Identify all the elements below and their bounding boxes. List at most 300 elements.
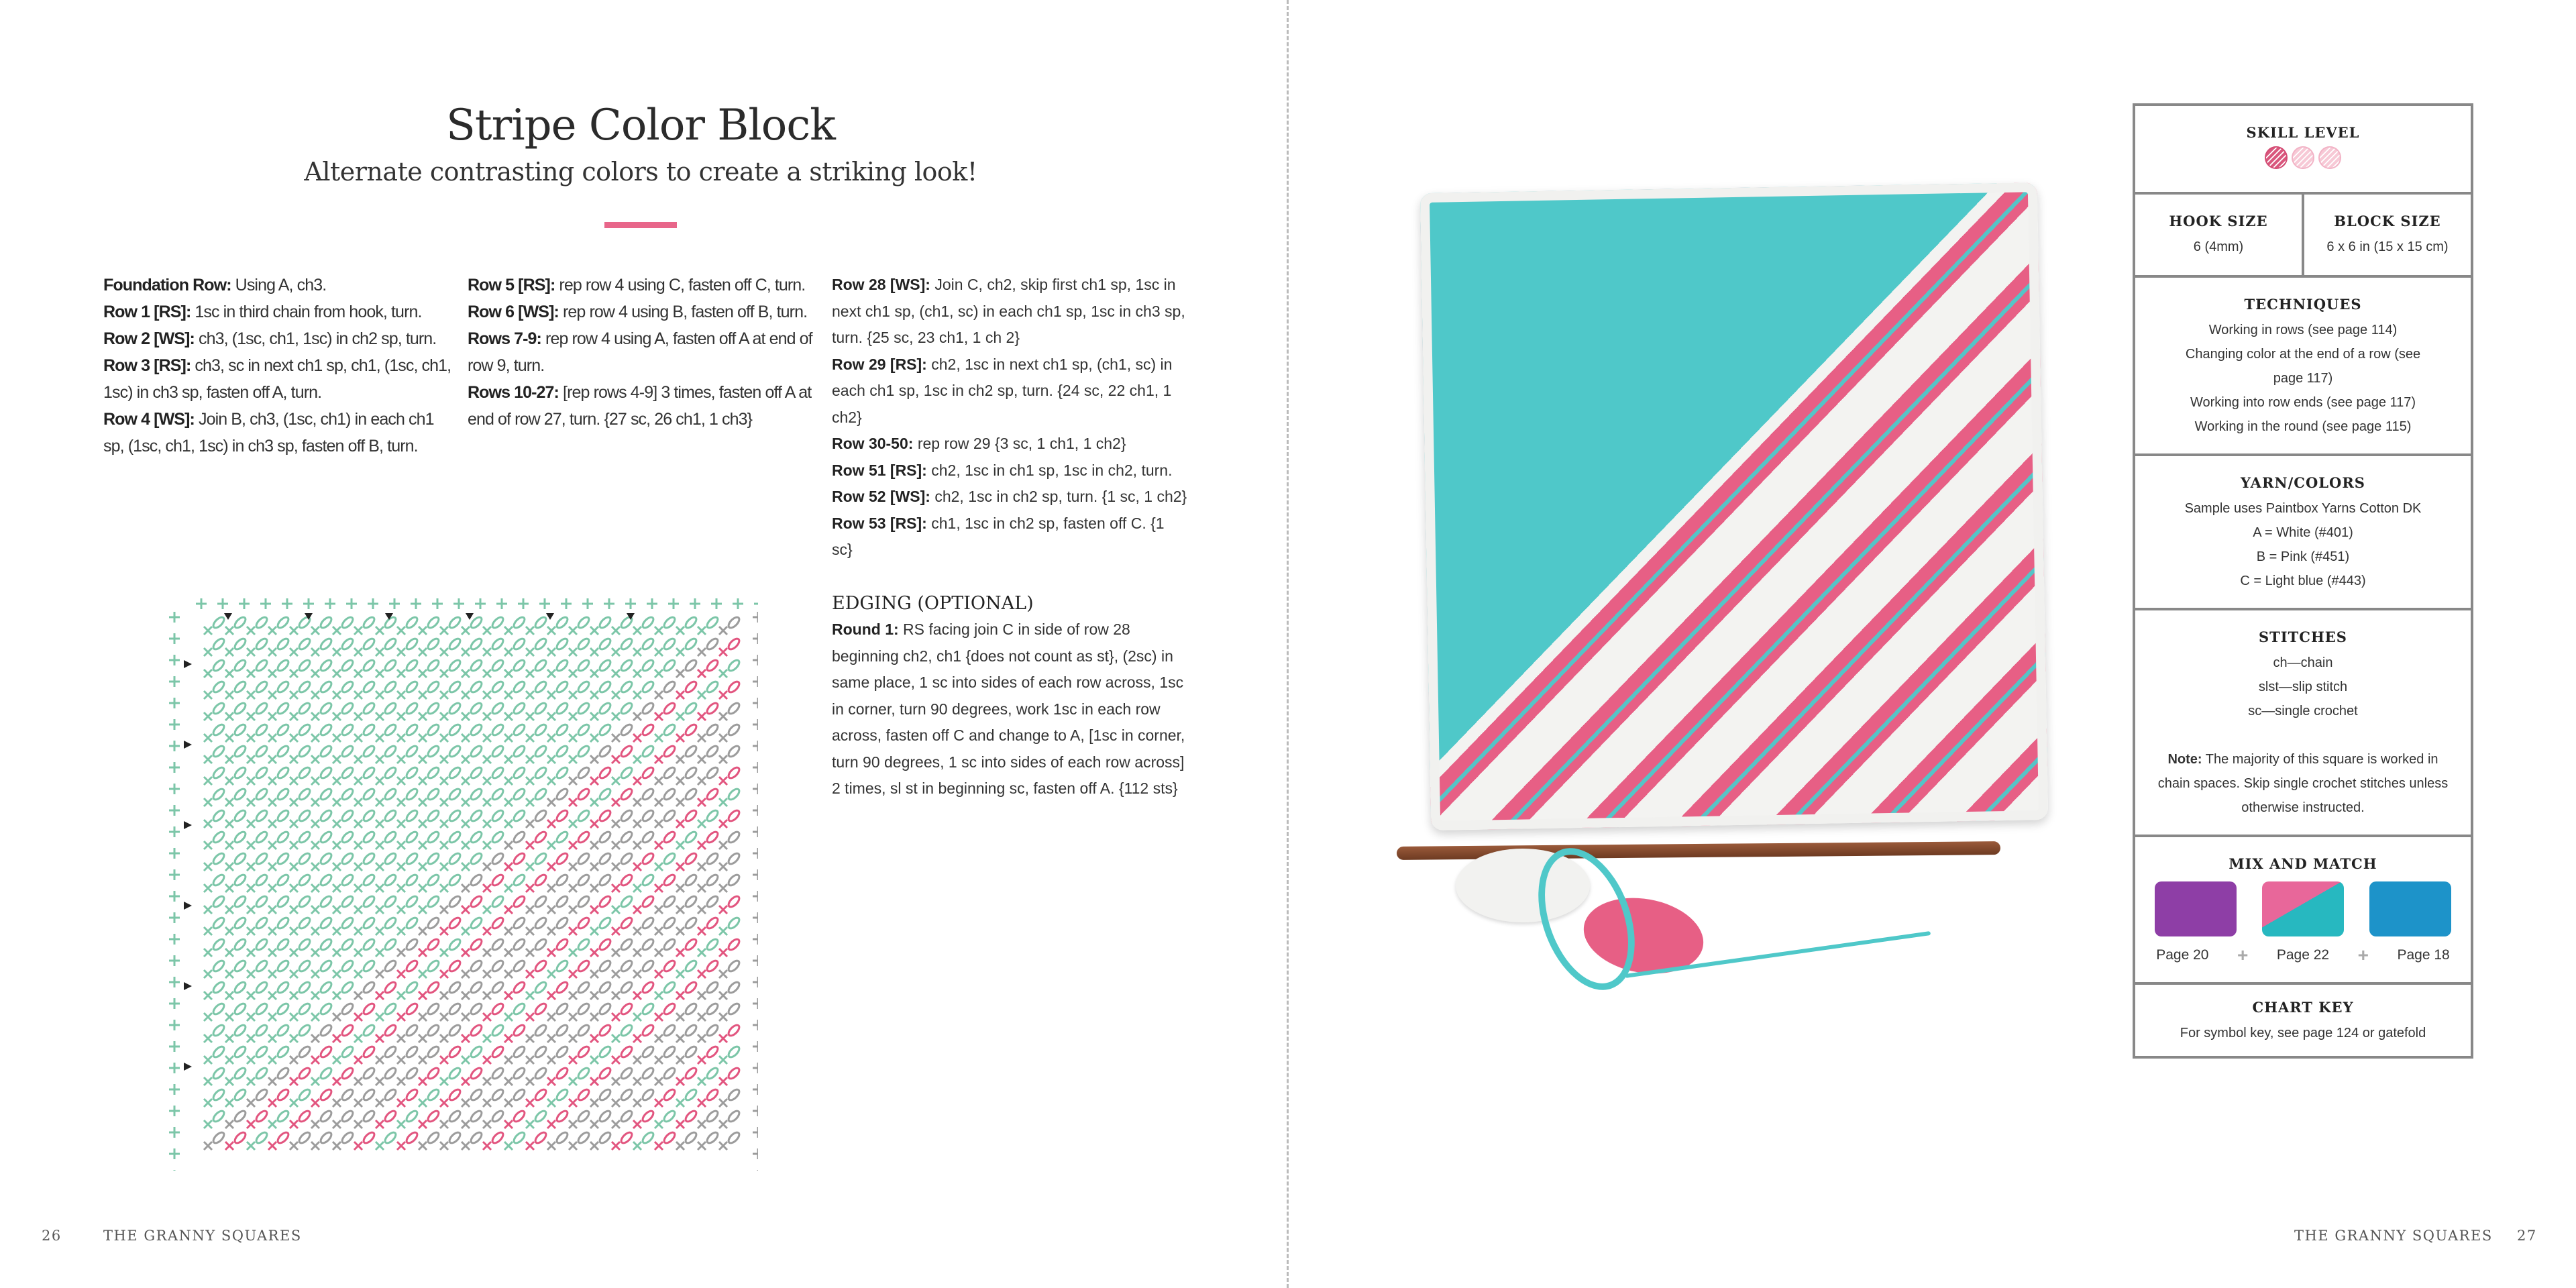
sc-symbol <box>354 949 362 957</box>
row-label: Row 52 [WS]: <box>832 488 930 505</box>
sc-symbol <box>419 691 427 699</box>
chain-symbol <box>641 937 655 951</box>
chain-symbol <box>490 680 504 694</box>
chain-symbol <box>362 1044 376 1059</box>
chain-symbol <box>211 1130 225 1144</box>
chain-symbol <box>619 830 633 844</box>
chain-symbol <box>469 1130 483 1144</box>
sc-symbol <box>612 798 620 806</box>
chart-key-section <box>2135 982 2471 1056</box>
instruction-row <box>103 406 452 460</box>
yarn-item: Sample uses Paintbox Yarns Cotton DK <box>2184 501 2422 516</box>
sc-symbol <box>655 970 663 978</box>
chain-symbol <box>319 1066 333 1080</box>
chain-symbol <box>684 1109 698 1123</box>
sc-symbol <box>204 712 212 720</box>
chain-symbol <box>319 916 333 930</box>
sc-symbol <box>419 669 427 678</box>
sc-symbol <box>290 1077 298 1085</box>
chain-symbol <box>319 959 333 973</box>
sc-symbol <box>204 970 212 978</box>
sc-symbol <box>290 1034 298 1042</box>
chain-symbol <box>533 1002 547 1016</box>
sc-symbol <box>698 949 706 957</box>
chain-symbol <box>684 1044 698 1059</box>
chain-symbol <box>362 830 376 844</box>
chain-symbol <box>447 1087 462 1102</box>
sc-symbol <box>698 734 706 742</box>
sc-symbol <box>547 1120 555 1128</box>
edging-sc-symbol <box>169 891 180 902</box>
sc-symbol <box>290 991 298 1000</box>
chain-symbol <box>684 937 698 951</box>
sc-symbol <box>247 863 255 871</box>
chain-symbol <box>383 637 397 651</box>
sc-symbol <box>290 820 298 828</box>
chain-symbol <box>662 680 676 694</box>
chain-symbol <box>598 916 612 930</box>
chain-symbol <box>727 1087 741 1102</box>
chain-symbol <box>619 808 633 822</box>
chain-symbol <box>254 615 268 629</box>
chain-symbol <box>254 830 268 844</box>
edging-sc-symbol <box>753 676 758 687</box>
chain-symbol <box>641 894 655 908</box>
sc-symbol <box>247 1034 255 1042</box>
chain-symbol <box>211 765 225 780</box>
instruction-row <box>832 511 1187 564</box>
sc-symbol <box>569 1142 577 1150</box>
sc-symbol <box>655 927 663 935</box>
chain-symbol <box>705 1002 719 1016</box>
chain-symbol <box>254 744 268 758</box>
chain-symbol <box>727 959 741 973</box>
row-text: ch3, (1sc, ch1, 1sc) in ch2 sp, turn. <box>194 329 437 348</box>
chain-symbol <box>512 830 526 844</box>
sc-symbol <box>590 1120 598 1128</box>
chain-symbol <box>254 873 268 887</box>
sc-symbol <box>462 1034 470 1042</box>
sc-symbol <box>247 691 255 699</box>
chain-symbol <box>297 680 311 694</box>
chain-symbol <box>319 851 333 865</box>
sc-symbol <box>526 1099 534 1107</box>
chain-symbol <box>383 937 397 951</box>
sc-symbol <box>612 927 620 935</box>
chain-symbol <box>598 980 612 994</box>
chain-symbol <box>319 830 333 844</box>
sc-symbol <box>612 1099 620 1107</box>
hook-size-heading: HOOK SIZE <box>2169 213 2268 229</box>
sc-symbol <box>483 841 491 849</box>
chain-symbol <box>340 658 354 672</box>
sc-symbol <box>483 777 491 785</box>
sc-symbol <box>504 906 513 914</box>
sc-symbol <box>547 734 555 742</box>
chain-symbol <box>211 744 225 758</box>
chain-symbol <box>383 916 397 930</box>
sc-symbol <box>311 777 319 785</box>
sc-symbol <box>612 906 620 914</box>
instruction-row <box>832 458 1187 484</box>
chain-symbol <box>447 1002 462 1016</box>
chain-symbol <box>490 701 504 715</box>
sc-symbol <box>247 906 255 914</box>
edging-sc-symbol <box>169 1041 180 1052</box>
sc-symbol <box>225 820 233 828</box>
chain-symbol <box>297 894 311 908</box>
sc-symbol <box>462 863 470 871</box>
chain-symbol <box>469 873 483 887</box>
sc-symbol <box>569 1013 577 1021</box>
chain-symbol <box>727 830 741 844</box>
chain-symbol <box>576 722 590 737</box>
sc-symbol <box>676 734 684 742</box>
sc-symbol <box>204 1077 212 1085</box>
sc-symbol <box>655 820 663 828</box>
sc-symbol <box>504 1077 513 1085</box>
chain-symbol <box>276 765 290 780</box>
stitch-item: sc—single crochet <box>2248 704 2358 718</box>
edging-sc-symbol <box>169 977 180 987</box>
sc-symbol <box>376 841 384 849</box>
edging-sc-symbol <box>196 598 207 609</box>
sc-symbol <box>547 1077 555 1085</box>
sc-symbol <box>333 927 341 935</box>
sc-symbol <box>440 777 448 785</box>
edging-sc-symbol <box>169 912 180 923</box>
sc-symbol <box>333 991 341 1000</box>
chain-symbol <box>598 894 612 908</box>
sc-symbol <box>633 1099 641 1107</box>
sc-symbol <box>204 991 212 1000</box>
chain-symbol <box>447 959 462 973</box>
sc-symbol <box>376 691 384 699</box>
accent-divider <box>604 222 677 228</box>
sc-symbol <box>504 798 513 806</box>
chain-symbol <box>576 1044 590 1059</box>
sc-symbol <box>462 1077 470 1085</box>
edging-sc-symbol <box>169 719 180 730</box>
edging-sc-symbol <box>475 598 486 609</box>
chain-symbol <box>533 765 547 780</box>
sc-symbol <box>440 1099 448 1107</box>
sc-symbol <box>483 906 491 914</box>
chain-symbol <box>512 1109 526 1123</box>
chain-symbol <box>684 722 698 737</box>
sc-symbol <box>247 970 255 978</box>
chain-symbol <box>490 1023 504 1037</box>
chain-symbol <box>576 916 590 930</box>
sc-symbol <box>376 949 384 957</box>
chain-symbol <box>426 637 440 651</box>
sc-symbol <box>419 927 427 935</box>
sc-symbol <box>698 669 706 678</box>
chain-symbol <box>405 937 419 951</box>
sc-symbol <box>655 841 663 849</box>
sc-symbol <box>719 970 727 978</box>
sc-symbol <box>676 927 684 935</box>
sc-symbol <box>633 627 641 635</box>
chain-symbol <box>426 959 440 973</box>
chain-symbol <box>555 1023 569 1037</box>
chain-symbol <box>233 744 247 758</box>
sc-symbol <box>247 627 255 635</box>
chain-symbol <box>641 959 655 973</box>
sc-symbol <box>333 1034 341 1042</box>
sc-symbol <box>376 820 384 828</box>
chain-symbol <box>319 765 333 780</box>
chain-symbol <box>297 1130 311 1144</box>
chain-symbol <box>512 894 526 908</box>
sc-symbol <box>655 1056 663 1064</box>
sc-symbol <box>569 627 577 635</box>
sc-symbol <box>676 1120 684 1128</box>
sc-symbol <box>440 627 448 635</box>
instruction-row <box>832 484 1187 511</box>
chain-symbol <box>340 744 354 758</box>
chain-symbol <box>276 959 290 973</box>
chain-symbol <box>533 937 547 951</box>
sc-symbol <box>204 627 212 635</box>
chain-symbol <box>727 808 741 822</box>
sc-symbol <box>440 798 448 806</box>
chain-symbol <box>233 1087 247 1102</box>
chain-symbol <box>662 1130 676 1144</box>
sc-symbol <box>311 1056 319 1064</box>
sc-symbol <box>333 691 341 699</box>
chain-symbol <box>598 851 612 865</box>
chain-symbol <box>383 701 397 715</box>
sc-symbol <box>612 669 620 678</box>
sc-symbol <box>376 712 384 720</box>
sc-symbol <box>483 820 491 828</box>
edging-sc-symbol <box>169 1084 180 1095</box>
sc-symbol <box>590 1077 598 1085</box>
sc-symbol <box>633 1034 641 1042</box>
chain-symbol <box>598 1109 612 1123</box>
sc-symbol <box>633 841 641 849</box>
chain-symbol <box>533 808 547 822</box>
chain-symbol <box>641 701 655 715</box>
row-text: rep row 4 using A, fasten off A at end of row 9, turn. <box>468 329 812 375</box>
sc-symbol <box>483 755 491 763</box>
sc-symbol <box>633 1077 641 1085</box>
sc-symbol <box>612 691 620 699</box>
sc-symbol <box>354 1013 362 1021</box>
sc-symbol <box>333 1142 341 1150</box>
chain-symbol <box>598 959 612 973</box>
chain-symbol <box>512 744 526 758</box>
stitch-item: ch—chain <box>2273 655 2333 670</box>
sc-symbol <box>397 1077 405 1085</box>
chain-symbol <box>405 765 419 780</box>
chain-symbol <box>555 1002 569 1016</box>
chain-symbol <box>705 830 719 844</box>
chain-symbol <box>598 787 612 801</box>
chain-symbol <box>362 873 376 887</box>
sc-symbol <box>268 1142 276 1150</box>
chain-symbol <box>383 959 397 973</box>
chain-symbol <box>469 1109 483 1123</box>
chain-symbol <box>533 637 547 651</box>
chain-symbol <box>362 1087 376 1102</box>
chain-symbol <box>319 680 333 694</box>
chain-symbol <box>490 1066 504 1080</box>
chain-symbol <box>641 787 655 801</box>
chain-symbol <box>727 1066 741 1080</box>
techniques-heading: TECHNIQUES <box>2244 296 2362 313</box>
chain-symbol <box>426 808 440 822</box>
sc-symbol <box>612 627 620 635</box>
sc-symbol <box>698 970 706 978</box>
sc-symbol <box>504 777 513 785</box>
chain-symbol <box>705 873 719 887</box>
chain-symbol <box>405 1023 419 1037</box>
running-head-right: THE GRANNY SQUARES <box>2294 1228 2493 1244</box>
chain-symbol <box>469 1044 483 1059</box>
chain-symbol <box>362 680 376 694</box>
chain-symbol <box>340 1023 354 1037</box>
sc-symbol <box>590 863 598 871</box>
running-head-left: THE GRANNY SQUARES <box>103 1228 302 1244</box>
edging-sc-symbol <box>411 598 421 609</box>
chain-symbol <box>254 980 268 994</box>
instructions-column-2 <box>468 272 816 433</box>
edging-sc-symbol <box>169 934 180 945</box>
sc-symbol <box>633 1120 641 1128</box>
chain-symbol <box>340 637 354 651</box>
sc-symbol <box>333 884 341 892</box>
chain-symbol <box>705 637 719 651</box>
sc-symbol <box>655 691 663 699</box>
chain-symbol <box>254 1044 268 1059</box>
sc-symbol <box>268 691 276 699</box>
sc-symbol <box>354 1034 362 1042</box>
chain-symbol <box>447 1066 462 1080</box>
chain-symbol <box>684 701 698 715</box>
chain-symbol <box>512 680 526 694</box>
sc-symbol <box>526 712 534 720</box>
sc-symbol <box>612 841 620 849</box>
sc-symbol <box>547 1034 555 1042</box>
sc-symbol <box>569 734 577 742</box>
chain-symbol <box>641 637 655 651</box>
chain-symbol <box>684 744 698 758</box>
sc-symbol <box>590 1056 598 1064</box>
sc-symbol <box>655 755 663 763</box>
sc-symbol <box>590 798 598 806</box>
chain-symbol <box>512 787 526 801</box>
sc-symbol <box>204 820 212 828</box>
sc-symbol <box>483 1077 491 1085</box>
sc-symbol <box>719 1120 727 1128</box>
sc-symbol <box>290 691 298 699</box>
skill-level-heading: SKILL LEVEL <box>2246 124 2360 141</box>
chain-symbol <box>576 894 590 908</box>
sc-symbol <box>719 648 727 656</box>
edging-sc-symbol <box>282 598 292 609</box>
chain-symbol <box>447 637 462 651</box>
chain-symbol <box>619 1066 633 1080</box>
chain-symbol <box>276 1130 290 1144</box>
sc-symbol <box>397 1120 405 1128</box>
sc-symbol <box>676 884 684 892</box>
chain-symbol <box>727 658 741 672</box>
chain-symbol <box>662 615 676 629</box>
sc-symbol <box>590 1099 598 1107</box>
row-end-marker <box>184 821 192 829</box>
chain-symbol <box>533 1044 547 1059</box>
edging-sc-symbol <box>753 934 758 945</box>
sc-symbol <box>376 884 384 892</box>
chain-symbol <box>576 637 590 651</box>
edging-sc-symbol <box>753 998 758 1009</box>
sc-symbol <box>676 820 684 828</box>
chain-symbol <box>383 1023 397 1037</box>
chain-symbol <box>533 980 547 994</box>
sc-symbol <box>483 627 491 635</box>
sc-symbol <box>397 820 405 828</box>
chain-symbol <box>576 1087 590 1102</box>
edging-sc-symbol <box>325 598 335 609</box>
row-label: Foundation Row: <box>103 276 231 294</box>
sc-symbol <box>290 669 298 678</box>
edging-sc-symbol <box>625 598 636 609</box>
sc-symbol <box>311 1120 319 1128</box>
chain-symbol <box>319 658 333 672</box>
chain-symbol <box>576 615 590 629</box>
chain-symbol <box>576 701 590 715</box>
chain-symbol <box>276 701 290 715</box>
sc-symbol <box>569 1077 577 1085</box>
edging-sc-symbol <box>753 762 758 773</box>
chain-symbol <box>727 1002 741 1016</box>
sc-symbol <box>397 648 405 656</box>
chain-symbol <box>598 830 612 844</box>
chain-symbol <box>469 980 483 994</box>
sc-symbol <box>462 884 470 892</box>
sc-symbol <box>655 712 663 720</box>
sc-symbol <box>719 777 727 785</box>
chain-symbol <box>641 808 655 822</box>
sc-symbol <box>569 712 577 720</box>
sc-symbol <box>633 755 641 763</box>
sc-symbol <box>290 884 298 892</box>
chain-symbol <box>319 894 333 908</box>
chain-symbol <box>254 959 268 973</box>
edging-sc-symbol <box>753 848 758 859</box>
chain-symbol <box>276 830 290 844</box>
chain-symbol <box>641 1109 655 1123</box>
sc-symbol <box>633 884 641 892</box>
chain-symbol <box>662 765 676 780</box>
sc-symbol <box>504 1099 513 1107</box>
sc-symbol <box>719 627 727 635</box>
edging-instruction <box>832 616 1187 802</box>
chain-symbol <box>533 1087 547 1102</box>
chain-symbol <box>340 1109 354 1123</box>
chain-symbol <box>619 873 633 887</box>
chain-symbol <box>340 1044 354 1059</box>
sc-symbol <box>247 777 255 785</box>
sc-symbol <box>569 777 577 785</box>
sc-symbol <box>462 1099 470 1107</box>
sc-symbol <box>268 798 276 806</box>
edging-sc-symbol <box>368 598 378 609</box>
yarn-ball-icon <box>2318 146 2341 169</box>
chain-symbol <box>555 851 569 865</box>
